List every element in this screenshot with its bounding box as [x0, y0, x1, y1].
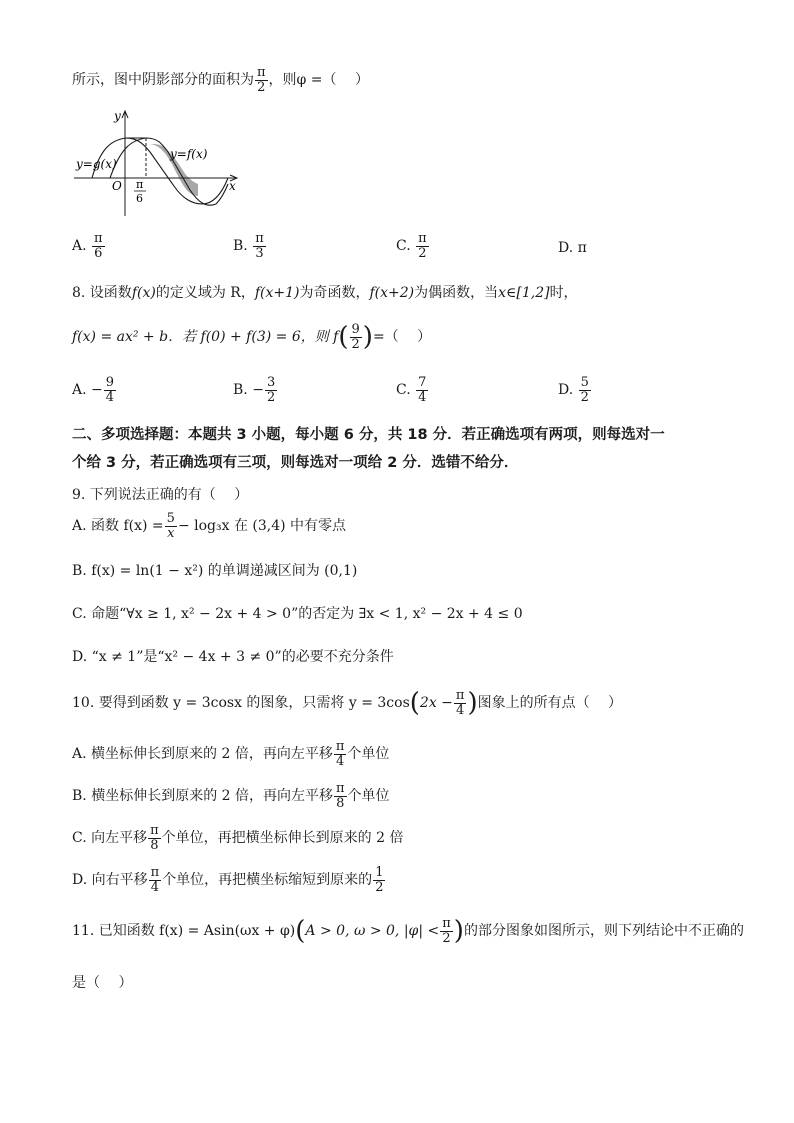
q10-stem: 10. 要得到函数 y = 3cosx 的图象，只需将 y = 3cos(2x − $\frac{\pi}{4}$ )图象上的所有点（ ） [72, 687, 623, 718]
f-label: y=f(x) [170, 147, 208, 161]
tick-numerator: π [136, 178, 144, 191]
q8-option-d[interactable]: D. $\frac{5}{2}$ [558, 375, 589, 405]
q8-stem-line1: 8. 设函数f(x)的定义域为 R，f(x+1)为奇函数，f(x+2)为偶函数，当x∈[1,2]时， [72, 285, 578, 301]
q11-stem-line1: 11. 已知函数 f(x) = Asin(ωx + φ)(A > 0, ω > 0, |φ| < $\frac{\pi}{2}$ )的部分图象如图所示，则下列结论中不正确的 [72, 915, 744, 946]
q8-stem-line2: f(x) = ax² + b．若 f(0) + f(3) = 6，则 f( $\frac{9}{2}$ )=（ ） [72, 321, 432, 352]
q8-option-b[interactable]: B. − $\frac{3}{2}$ [233, 375, 276, 405]
q7-figure [70, 108, 250, 220]
q9-option-a[interactable]: A. 函数 f(x) = $\frac{5}{x}$ − log₃x 在 (3,4) 中有零点 [72, 511, 347, 541]
q8-option-c[interactable]: C. $\frac{7}{4}$ [396, 375, 427, 405]
origin-label: O [112, 179, 122, 193]
q9-option-d[interactable]: D. “x ≠ 1”是“x² − 4x + 3 ≠ 0”的必要不充分条件 [72, 649, 394, 665]
y-axis-label: y [114, 109, 121, 123]
q10-option-d[interactable]: D. 向右平移 $\frac{\pi}{4}$ 个单位，再把横坐标缩短到原来的 $\frac{1}{2}$ [72, 865, 384, 895]
q7-option-d[interactable]: D. π [558, 240, 587, 256]
q7-option-b[interactable]: B. $\frac{\pi}{3}$ [233, 231, 264, 261]
q11-stem-line2: 是（ ） [72, 975, 133, 991]
q7-stem-fraction: $\frac{\pi}{2}$ [257, 65, 266, 95]
f-curve [110, 138, 228, 205]
section2-heading-line1: 二、多项选择题：本题共 3 小题，每小题 6 分，共 18 分．若正确选项有两项，则每选对一 [72, 427, 665, 443]
q7-option-c[interactable]: C. $\frac{\pi}{2}$ [396, 231, 427, 261]
q10-option-a[interactable]: A. 横坐标伸长到原来的 2 倍，再向左平移 $\frac{\pi}{4}$ 个单位 [72, 739, 390, 769]
q7-stem: 所示，图中阴影部分的面积为 $\frac{\pi}{2}$ ，则φ =（ ） [72, 65, 369, 95]
tick-denominator: 6 [136, 192, 143, 205]
q10-option-c[interactable]: C. 向左平移 $\frac{\pi}{8}$ 个单位，再把横坐标伸长到原来的 2 倍 [72, 823, 404, 853]
q9-stem: 9. 下列说法正确的有（ ） [72, 487, 249, 503]
q7-option-a[interactable]: A. $\frac{\pi}{6}$ [72, 231, 103, 261]
q8-option-a[interactable]: A. − $\frac{9}{4}$ [72, 375, 115, 405]
g-label: y=g(x) [76, 157, 117, 171]
q10-option-b[interactable]: B. 横坐标伸长到原来的 2 倍，再向左平移 $\frac{\pi}{8}$ 个单位 [72, 781, 390, 811]
section2-heading-line2: 个给 3 分，若正确选项有三项，则每选对一项给 2 分．选错不给分． [72, 455, 519, 471]
q9-option-c[interactable]: C. 命题“∀x ≥ 1, x² − 2x + 4 > 0”的否定为 ∃x < 1, x² − 2x + 4 ≤ 0 [72, 606, 523, 622]
q9-option-b[interactable]: B. f(x) = ln(1 − x²) 的单调递减区间为 (0,1) [72, 563, 358, 579]
x-axis-label: x [229, 179, 236, 193]
